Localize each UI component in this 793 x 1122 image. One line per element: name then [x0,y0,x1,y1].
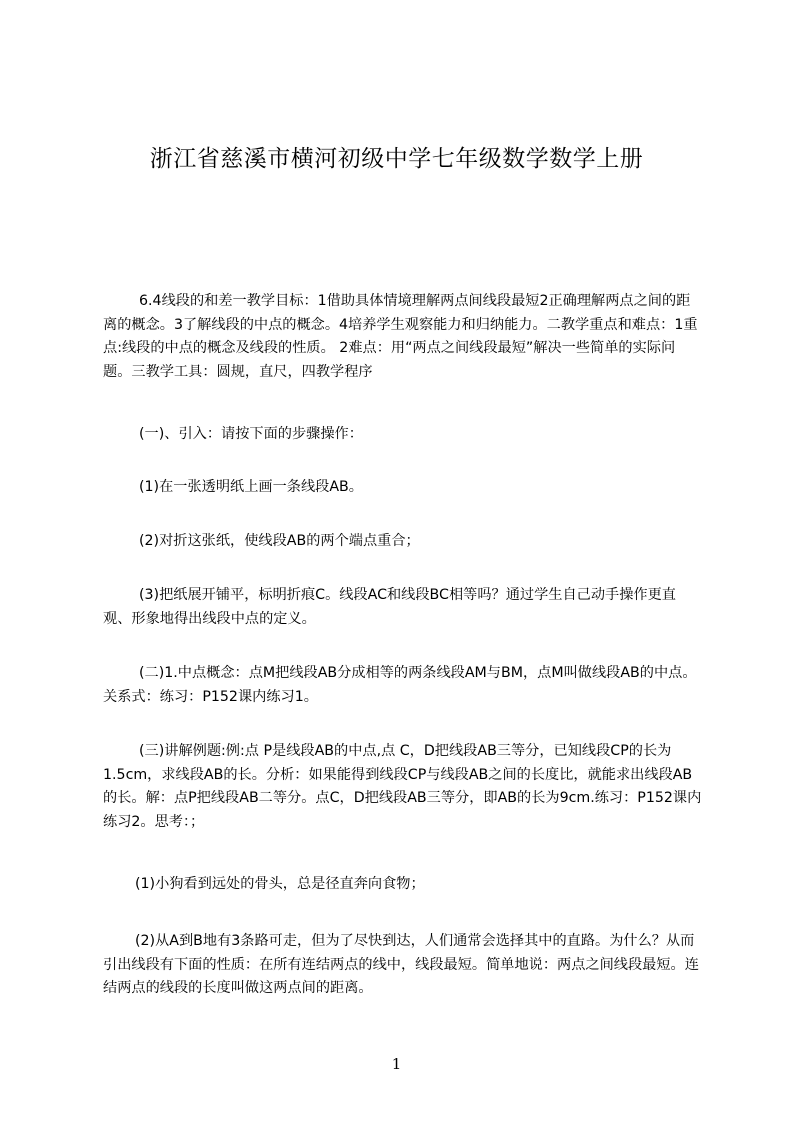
paragraph-step-2: (2)对折这张纸，使线段AB的两个端点重合； [139,533,420,549]
paragraph-intro: (一)、引入：请按下面的步骤操作： [139,426,363,442]
document-title: 浙江省慈溪市横河初级中学七年级数学数学上册 [149,146,644,172]
page-number: 1 [391,1055,402,1073]
paragraph-midpoint-concept: (二)1.中点概念：点M把线段AB分成相等的两条线段AM与BM，点M叫做线段AB的中点。关系式：练习：P152课内练习1。 [103,665,697,705]
paragraph-example: (三)讲解例题:例:点 P是线段AB的中点,点 C，D把线段AB三等分，已知线段CP的长为1.5cm，求线段AB的长。分析：如果能得到线段CP与线段AB之间的长度比，就能求出线段AB的长。解：点P把线段AB二等分。点C，D把线段AB三等分，即AB的长为9cm.练习：P152课内练习2。思考：； [103,743,702,830]
paragraph-thinking-2: (2)从A到B地有3条路可走，但为了尽快到达，人们通常会选择其中的直路。为什么？从而引出线段有下面的性质：在所有连结两点的线中，线段最短。简单地说：两点之间线段最短。连结两点的线段的长度叫做这两点间的距离。 [103,933,699,996]
paragraph-step-1: (1)在一张透明纸上画一条线段AB。 [139,479,363,495]
paragraph-step-3: (3)把纸展开铺平，标明折痕C。线段AC和线段BC相等吗？通过学生自己动手操作更直观、形象地得出线段中点的定义。 [103,587,676,627]
paragraph-objectives: 6.4线段的和差一教学目标：1借助具体情境理解两点间线段最短2正确理解两点之间的距离的概念。3了解线段的中点的概念。4培养学生观察能力和归纳能力。二教学重点和难点：1重点:线段的中点的概念及线段的性质。 2难点：用“两点之间线段最短”解决一些简单的实际问题。三教学工具：圆规，直尺，四教学程序 [103,293,698,380]
paragraph-thinking-1: (1)小狗看到远处的骨头，总是径直奔向食物； [135,876,425,892]
